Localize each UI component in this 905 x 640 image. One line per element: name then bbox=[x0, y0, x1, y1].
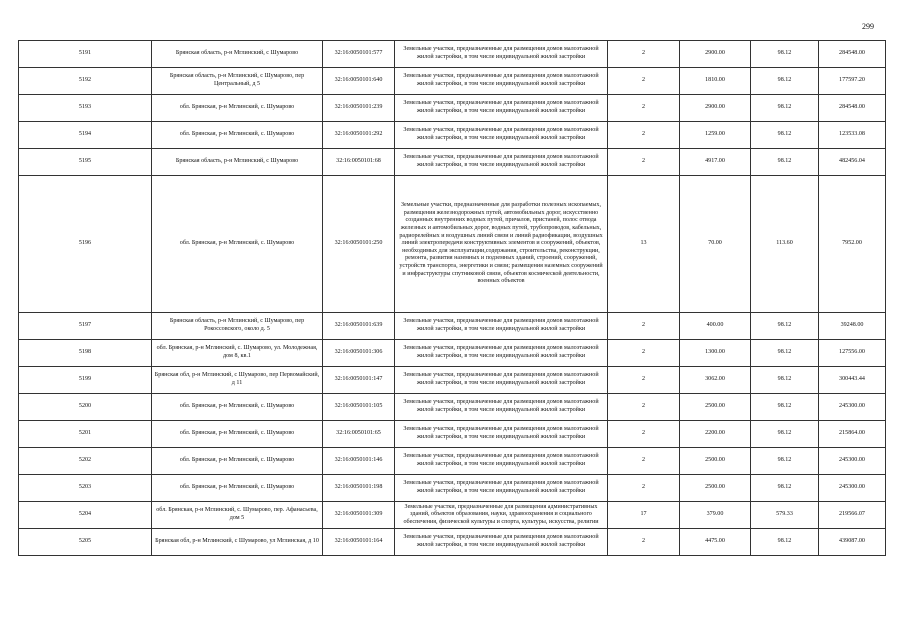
row-number: 5202 bbox=[19, 448, 152, 475]
address-cell: обл. Брянская, р-н Мглинский, с. Шумарово bbox=[152, 448, 323, 475]
use-code-cell: 2 bbox=[608, 149, 680, 176]
address-cell: Брянская обл, р-н Мглинский, с Шумарово, ул Мглинская, д 10 bbox=[152, 529, 323, 556]
land-use-cell: Земельные участки, предназначенные для размещения домов малоэтажной жилой застройки, в том числе индивидуальной жилой застройки bbox=[395, 367, 608, 394]
area-cell: 1259.00 bbox=[680, 122, 751, 149]
use-code-cell: 2 bbox=[608, 367, 680, 394]
row-number: 5201 bbox=[19, 421, 152, 448]
cadastral-value-table bbox=[18, 40, 886, 556]
cadastral-value-cell: 482456.04 bbox=[819, 149, 886, 176]
cadastral-number-cell: 32:16:0050101:250 bbox=[323, 176, 395, 313]
cadastral-number-cell: 32:16:0050101:306 bbox=[323, 340, 395, 367]
cadastral-number-cell: 32:16:0050101:65 bbox=[323, 421, 395, 448]
cadastral-number-cell: 32:16:0050101:198 bbox=[323, 475, 395, 502]
row-number: 5195 bbox=[19, 149, 152, 176]
specific-value-cell: 98.12 bbox=[751, 41, 819, 68]
use-code-cell: 2 bbox=[608, 340, 680, 367]
land-use-cell: Земельные участки, предназначенные для размещения домов малоэтажной жилой застройки, в том числе индивидуальной жилой застройки bbox=[395, 122, 608, 149]
row-number: 5194 bbox=[19, 122, 152, 149]
land-use-cell: Земельные участки, предназначенные для размещения домов малоэтажной жилой застройки, в том числе индивидуальной жилой застройки bbox=[395, 41, 608, 68]
land-use-cell: Земельные участки, предназначенные для размещения домов малоэтажной жилой застройки, в том числе индивидуальной жилой застройки bbox=[395, 475, 608, 502]
table-row bbox=[19, 176, 886, 313]
table-row bbox=[19, 475, 886, 502]
cadastral-value-cell: 245300.00 bbox=[819, 448, 886, 475]
area-cell: 2500.00 bbox=[680, 448, 751, 475]
use-code-cell: 17 bbox=[608, 502, 680, 529]
land-use-cell: Земельные участки, предназначенные для размещения домов малоэтажной жилой застройки, в том числе индивидуальной жилой застройки bbox=[395, 149, 608, 176]
cadastral-value-cell: 284548.00 bbox=[819, 41, 886, 68]
land-use-cell: Земельные участки, предназначенные для размещения административных зданий, объектов образования, науки, здравоохранения и социального обеспечения, физической культуры и спорта, культуры, искусства, религии bbox=[395, 502, 608, 529]
use-code-cell: 13 bbox=[608, 176, 680, 313]
cadastral-value-cell: 177597.20 bbox=[819, 68, 886, 95]
area-cell: 2500.00 bbox=[680, 475, 751, 502]
use-code-cell: 2 bbox=[608, 448, 680, 475]
specific-value-cell: 579.33 bbox=[751, 502, 819, 529]
cadastral-number-cell: 32:16:0050101:309 bbox=[323, 502, 395, 529]
table-row bbox=[19, 95, 886, 122]
table-row bbox=[19, 149, 886, 176]
use-code-cell: 2 bbox=[608, 95, 680, 122]
cadastral-number-cell: 32:16:0050101:640 bbox=[323, 68, 395, 95]
cadastral-value-cell: 439087.00 bbox=[819, 529, 886, 556]
area-cell: 2200.00 bbox=[680, 421, 751, 448]
row-number: 5203 bbox=[19, 475, 152, 502]
table-row bbox=[19, 68, 886, 95]
use-code-cell: 2 bbox=[608, 41, 680, 68]
row-number: 5191 bbox=[19, 41, 152, 68]
area-cell: 4917.00 bbox=[680, 149, 751, 176]
address-cell: Брянская обл, р-н Мглинский, с Шумарово, пер Первомайский, д 11 bbox=[152, 367, 323, 394]
land-use-cell: Земельные участки, предназначенные для размещения домов малоэтажной жилой застройки, в том числе индивидуальной жилой застройки bbox=[395, 421, 608, 448]
specific-value-cell: 98.12 bbox=[751, 529, 819, 556]
area-cell: 1810.00 bbox=[680, 68, 751, 95]
specific-value-cell: 98.12 bbox=[751, 421, 819, 448]
cadastral-number-cell: 32:16:0050101:68 bbox=[323, 149, 395, 176]
table-row bbox=[19, 313, 886, 340]
use-code-cell: 2 bbox=[608, 68, 680, 95]
specific-value-cell: 98.12 bbox=[751, 340, 819, 367]
use-code-cell: 2 bbox=[608, 529, 680, 556]
area-cell: 379.00 bbox=[680, 502, 751, 529]
area-cell: 70.00 bbox=[680, 176, 751, 313]
cadastral-value-cell: 245300.00 bbox=[819, 394, 886, 421]
specific-value-cell: 113.60 bbox=[751, 176, 819, 313]
address-cell: обл. Брянская, р-н Мглинский, с. Шумарово, пер. Афанасьева, дом 5 bbox=[152, 502, 323, 529]
table-row bbox=[19, 41, 886, 68]
cadastral-number-cell: 32:16:0050101:292 bbox=[323, 122, 395, 149]
cadastral-value-cell: 39248.00 bbox=[819, 313, 886, 340]
address-cell: обл. Брянская, р-н Мглинский, с. Шумарово bbox=[152, 95, 323, 122]
cadastral-value-cell: 123533.08 bbox=[819, 122, 886, 149]
address-cell: обл. Брянская, р-н Мглинский, с. Шумарово bbox=[152, 475, 323, 502]
cadastral-value-cell: 245300.00 bbox=[819, 475, 886, 502]
cadastral-number-cell: 32:16:0050101:164 bbox=[323, 529, 395, 556]
row-number: 5197 bbox=[19, 313, 152, 340]
specific-value-cell: 98.12 bbox=[751, 68, 819, 95]
table-row bbox=[19, 421, 886, 448]
land-use-cell: Земельные участки, предназначенные для размещения домов малоэтажной жилой застройки, в том числе индивидуальной жилой застройки bbox=[395, 95, 608, 122]
use-code-cell: 2 bbox=[608, 313, 680, 340]
table-row bbox=[19, 122, 886, 149]
specific-value-cell: 98.12 bbox=[751, 313, 819, 340]
area-cell: 3062.00 bbox=[680, 367, 751, 394]
cadastral-number-cell: 32:16:0050101:146 bbox=[323, 448, 395, 475]
area-cell: 2900.00 bbox=[680, 41, 751, 68]
address-cell: Брянская область, р-н Мглинский, с Шумарово bbox=[152, 41, 323, 68]
use-code-cell: 2 bbox=[608, 421, 680, 448]
table-body bbox=[19, 41, 886, 556]
cadastral-value-cell: 300443.44 bbox=[819, 367, 886, 394]
page-number: 299 bbox=[862, 22, 874, 31]
table-row bbox=[19, 340, 886, 367]
table-row bbox=[19, 529, 886, 556]
cadastral-number-cell: 32:16:0050101:239 bbox=[323, 95, 395, 122]
specific-value-cell: 98.12 bbox=[751, 122, 819, 149]
row-number: 5198 bbox=[19, 340, 152, 367]
use-code-cell: 2 bbox=[608, 394, 680, 421]
cadastral-number-cell: 32:16:0050101:105 bbox=[323, 394, 395, 421]
row-number: 5204 bbox=[19, 502, 152, 529]
table-row bbox=[19, 367, 886, 394]
address-cell: обл. Брянская, р-н Мглинский, с. Шумарово bbox=[152, 122, 323, 149]
table-row bbox=[19, 502, 886, 529]
specific-value-cell: 98.12 bbox=[751, 149, 819, 176]
cadastral-number-cell: 32:16:0050101:577 bbox=[323, 41, 395, 68]
address-cell: обл. Брянская, р-н Мглинский, с. Шумарово bbox=[152, 394, 323, 421]
specific-value-cell: 98.12 bbox=[751, 367, 819, 394]
land-use-cell: Земельные участки, предназначенные для размещения домов малоэтажной жилой застройки, в том числе индивидуальной жилой застройки bbox=[395, 448, 608, 475]
area-cell: 2900.00 bbox=[680, 95, 751, 122]
specific-value-cell: 98.12 bbox=[751, 448, 819, 475]
address-cell: обл. Брянская, р-н Мглинский, с. Шумарово bbox=[152, 421, 323, 448]
cadastral-value-cell: 284548.00 bbox=[819, 95, 886, 122]
row-number: 5200 bbox=[19, 394, 152, 421]
table-row bbox=[19, 394, 886, 421]
area-cell: 2500.00 bbox=[680, 394, 751, 421]
address-cell: Брянская область, р-н Мглинский, с Шумарово, пер Центральный, д 5 bbox=[152, 68, 323, 95]
address-cell: Брянская область, р-н Мглинский, с Шумарово, пер Рокоссовского, около д. 5 bbox=[152, 313, 323, 340]
cadastral-value-cell: 215864.00 bbox=[819, 421, 886, 448]
cadastral-value-cell: 7952.00 bbox=[819, 176, 886, 313]
area-cell: 1300.00 bbox=[680, 340, 751, 367]
area-cell: 400.00 bbox=[680, 313, 751, 340]
row-number: 5205 bbox=[19, 529, 152, 556]
row-number: 5199 bbox=[19, 367, 152, 394]
specific-value-cell: 98.12 bbox=[751, 475, 819, 502]
address-cell: обл. Брянская, р-н Мглинский, с. Шумарово, ул. Молодежная, дом 8, кв.1 bbox=[152, 340, 323, 367]
land-use-cell: Земельные участки, предназначенные для разработки полезных ископаемых, размещения железнодорожных путей, автомобильных дорог, искусственно созданных внутренних водных путей, причалов, пристаней, полос отвода железных и автомобильных дорог, водных путей, трубопроводов, кабельных, радиорелейных и воздушных линий связи и линий радиофикации, воздушных линий электропередачи конструктивных элементов и сооружений, объектов, необходимых для эксплуатации,содержания, строительства, реконструкции, ремонта, развития наземных и подземных зданий, строений, сооружений, устройств транспорта, энергетики и связи; размещения наземных сооружений и инфраструктуры спутниковой связи, объектов космической деятельности, военных объектов bbox=[395, 176, 608, 313]
row-number: 5193 bbox=[19, 95, 152, 122]
cadastral-number-cell: 32:16:0050101:147 bbox=[323, 367, 395, 394]
table-row bbox=[19, 448, 886, 475]
use-code-cell: 2 bbox=[608, 122, 680, 149]
cadastral-number-cell: 32:16:0050101:639 bbox=[323, 313, 395, 340]
land-use-cell: Земельные участки, предназначенные для размещения домов малоэтажной жилой застройки, в том числе индивидуальной жилой застройки bbox=[395, 340, 608, 367]
land-use-cell: Земельные участки, предназначенные для размещения домов малоэтажной жилой застройки, в том числе индивидуальной жилой застройки bbox=[395, 529, 608, 556]
use-code-cell: 2 bbox=[608, 475, 680, 502]
specific-value-cell: 98.12 bbox=[751, 95, 819, 122]
row-number: 5192 bbox=[19, 68, 152, 95]
row-number: 5196 bbox=[19, 176, 152, 313]
land-use-cell: Земельные участки, предназначенные для размещения домов малоэтажной жилой застройки, в том числе индивидуальной жилой застройки bbox=[395, 394, 608, 421]
cadastral-value-cell: 219566.07 bbox=[819, 502, 886, 529]
specific-value-cell: 98.12 bbox=[751, 394, 819, 421]
area-cell: 4475.00 bbox=[680, 529, 751, 556]
cadastral-value-cell: 127556.00 bbox=[819, 340, 886, 367]
address-cell: Брянская область, р-н Мглинский, с Шумарово bbox=[152, 149, 323, 176]
land-use-cell: Земельные участки, предназначенные для размещения домов малоэтажной жилой застройки, в том числе индивидуальной жилой застройки bbox=[395, 313, 608, 340]
address-cell: обл. Брянская, р-н Мглинский, с. Шумарово bbox=[152, 176, 323, 313]
land-use-cell: Земельные участки, предназначенные для размещения домов малоэтажной жилой застройки, в том числе индивидуальной жилой застройки bbox=[395, 68, 608, 95]
